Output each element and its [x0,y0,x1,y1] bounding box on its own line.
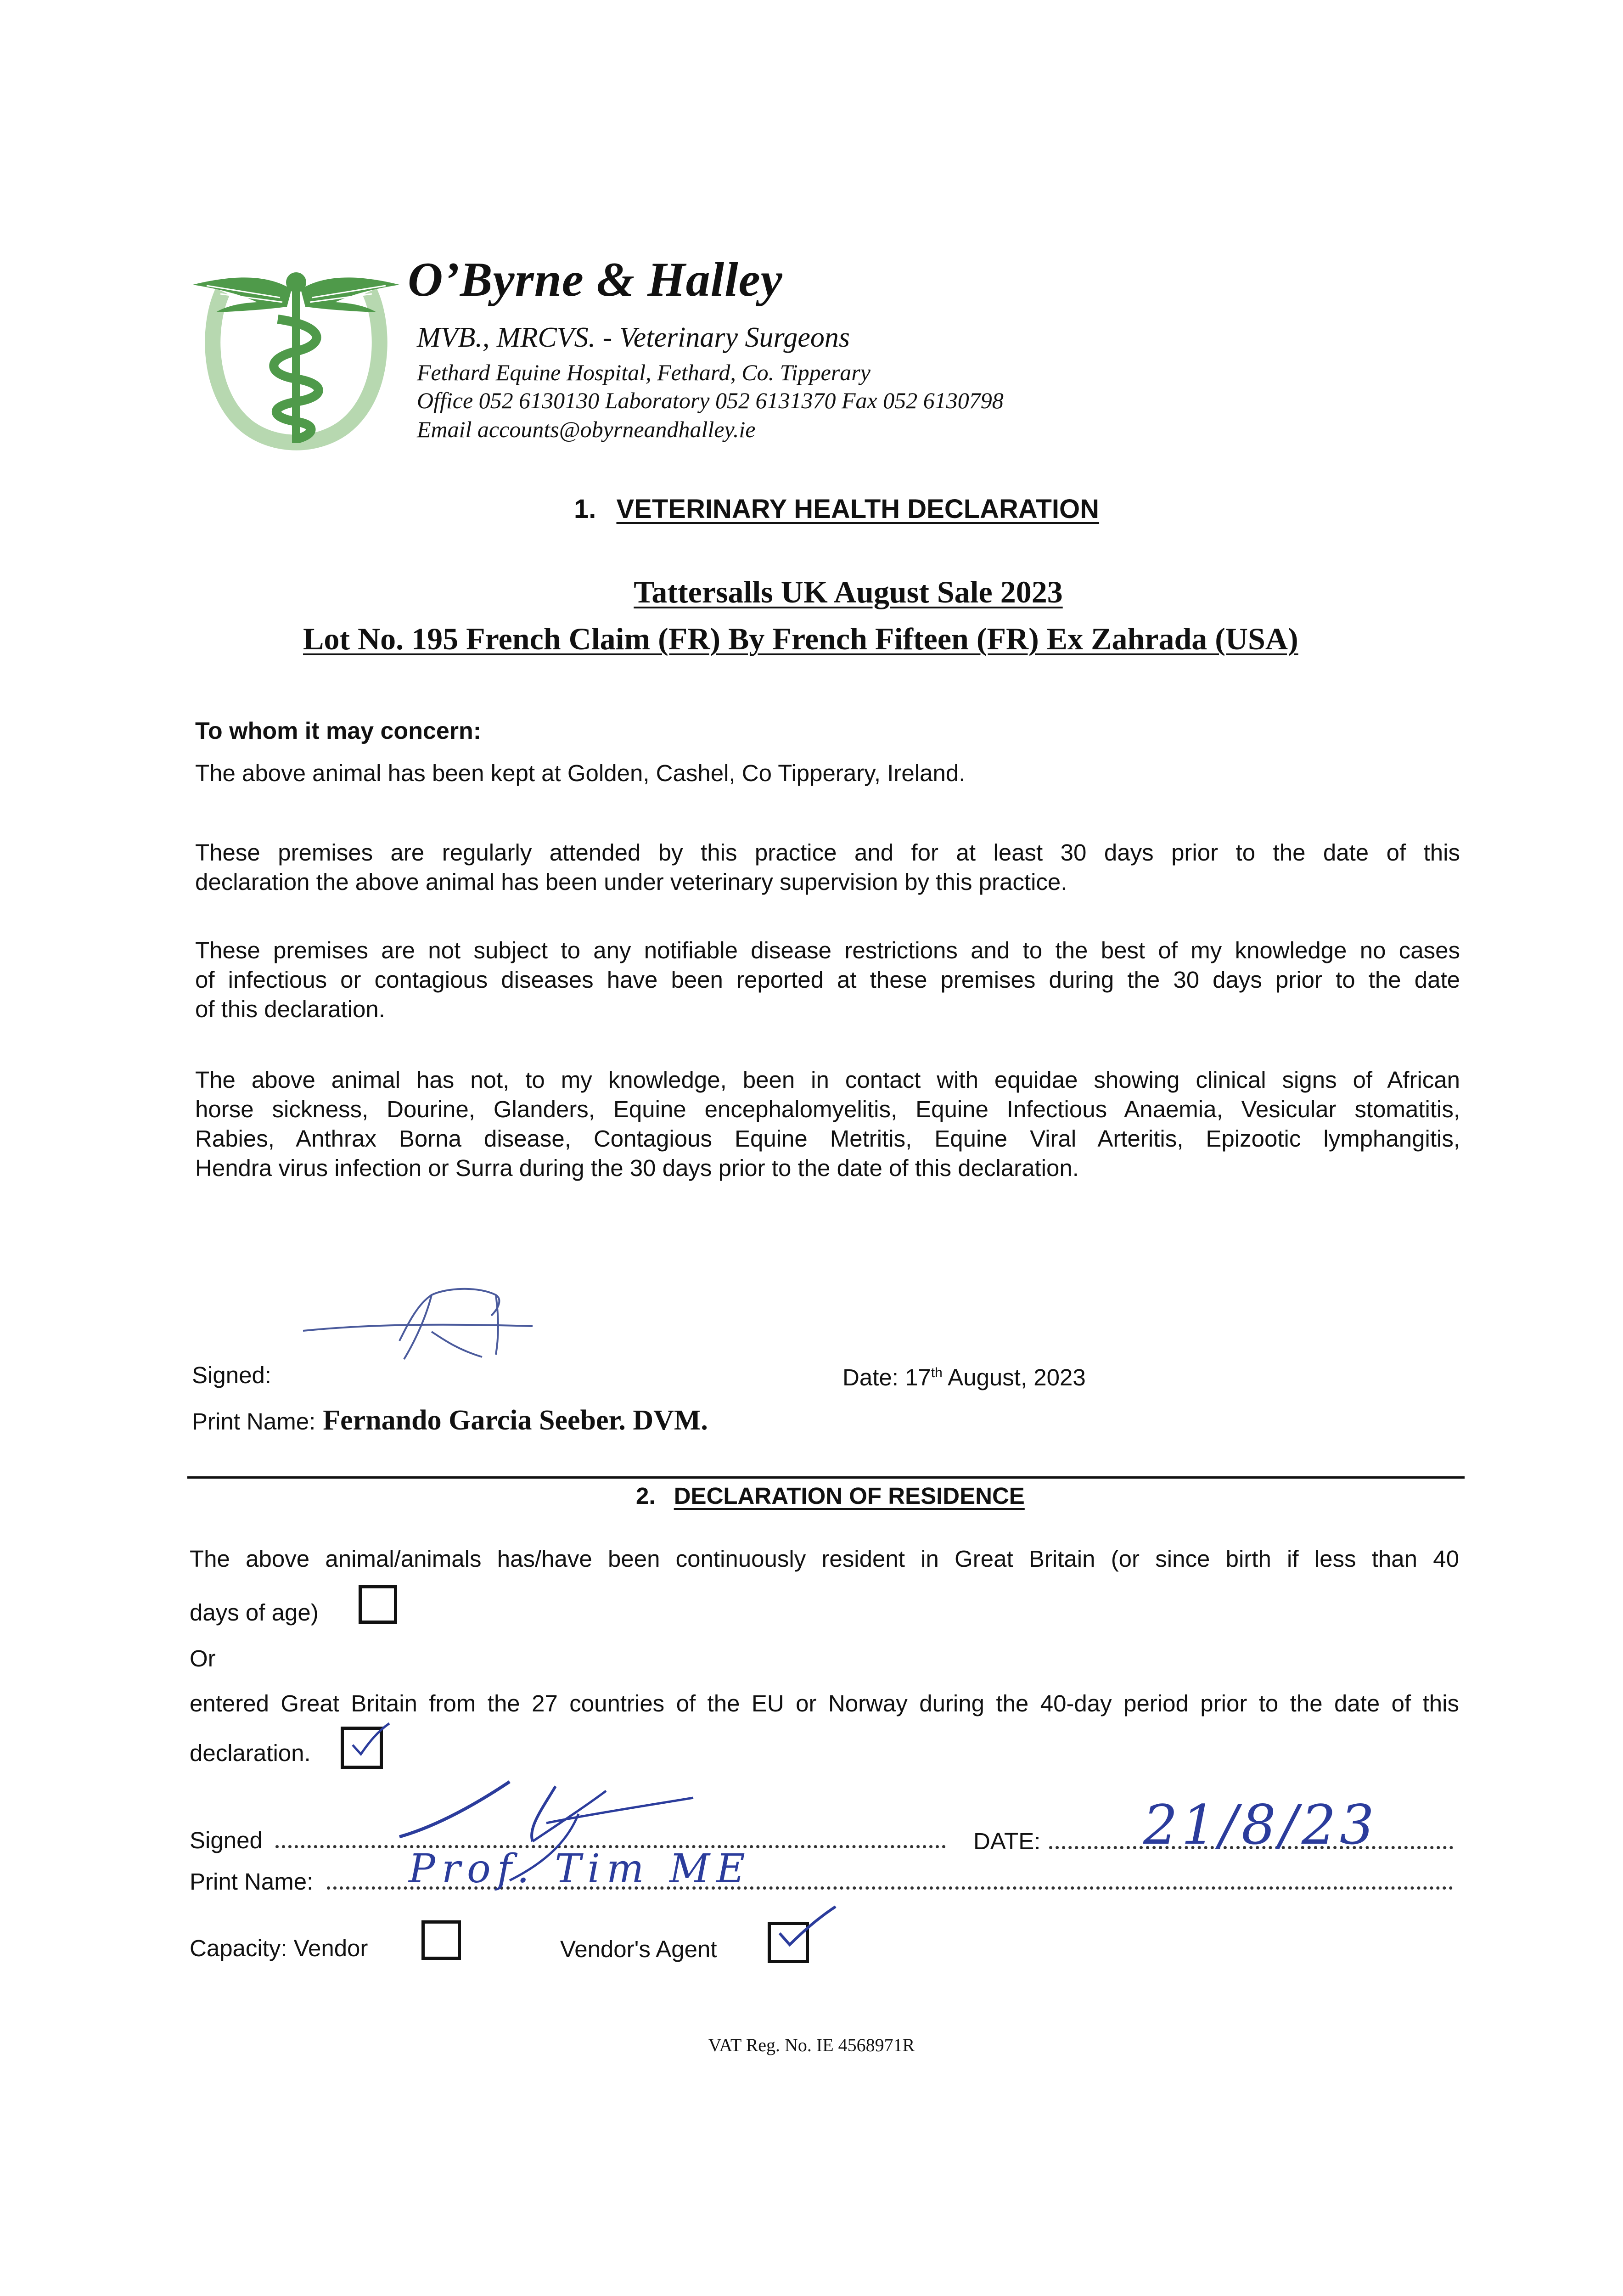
owner-signed-label: Signed [190,1827,263,1853]
owner-date-handwritten: 21/8/23 [1143,1793,1378,1857]
salutation: To whom it may concern: [195,718,482,744]
owner-print-name-handwritten: Prof. Tim ME [409,1846,752,1892]
entered-line3: entered Great Britain from the 27 countries of the EU or Norway during the 40-day period prior to the date of this [190,1690,1459,1716]
paragraph-contact: The above animal has not, to my knowledge, been in contact with equidae showing clinical signs of African horse sickness, Dourine, Glanders, Equine encephalomyelitis, Equine Infectious Anaemia, Vesicular stomatitis, Rabies, Anthrax Borna disease, Contagious Equine Metritis, Equine Viral Arteritis, Epizootic lymphangitis, Hendra virus infection or Surra during the 30 days prior to the date of this declaration. [195,1067,1460,1181]
lot-title: Lot No. 195 French Claim (FR) By French Fifteen (FR) Ex Zahrada (USA) [303,621,1298,656]
owner-print-name-label: Print Name: [190,1868,314,1895]
vet-signed-label: Signed: [192,1362,271,1388]
paragraph-attended: These premises are regularly attended by this practice and for at least 30 days prior to the date of this declaration the above animal has been under veterinary supervision by this practice. [195,839,1460,895]
firm-phones: Office 052 6130130 Laboratory 052 6131370 Fax 052 6130798 [417,388,1004,413]
section1-heading [574,494,1099,524]
resident-checkbox[interactable] [359,1585,397,1624]
firm-hospital: Fethard Equine Hospital, Fethard, Co. Tipperary [417,360,870,385]
section1-number: 1. [574,494,596,524]
vendors-agent-check-mark [771,1901,840,1956]
section-divider [187,1476,1465,1479]
capacity-vendor-label: Capacity: Vendor [190,1935,368,1961]
vendor-checkbox[interactable] [421,1920,461,1960]
section2-title: DECLARATION OF RESIDENCE [674,1483,1025,1509]
vet-print-name-row: Print Name: Fernando Garcia Seeber. DVM. [192,1405,708,1436]
vat-registration: VAT Reg. No. IE 4568971R [708,2035,915,2055]
section2-number: 2. [636,1483,656,1509]
firm-name: O’Byrne & Halley [408,253,783,306]
vendors-agent-label: Vendor's Agent [560,1936,717,1962]
paragraph-restrictions: These premises are not subject to any notifiable disease restrictions and to the best of my knowledge no cases of infectious or contagious diseases have been reported at these premises during the 30 days prior to the date of this declaration. [195,937,1460,1022]
entered-line4: declaration. [190,1740,311,1766]
caduceus-logo-icon [188,257,404,459]
entered-check-mark [343,1720,394,1766]
vet-print-name: Fernando Garcia Seeber. DVM. [323,1405,708,1436]
or-label: Or [190,1645,216,1671]
section1-title: VETERINARY HEALTH DECLARATION [616,494,1100,524]
sale-title: Tattersalls UK August Sale 2023 [634,574,1063,609]
section2-heading [636,1482,1025,1509]
firm-email: Email accounts@obyrneandhalley.ie [417,416,756,442]
owner-date-label: DATE: [973,1828,1041,1854]
residence-line2: days of age) [190,1599,319,1626]
residence-line1: The above animal/animals has/have been continuously resident in Great Britain (or since birth if less than 40 [190,1546,1459,1572]
vet-signature [294,1277,551,1378]
vet-date: Date: 17th August, 2023 [842,1364,1086,1390]
paragraph-kept: The above animal has been kept at Golden, Cashel, Co Tipperary, Ireland. [195,760,966,786]
firm-qualifications: MVB., MRCVS. - Veterinary Surgeons [417,322,850,353]
